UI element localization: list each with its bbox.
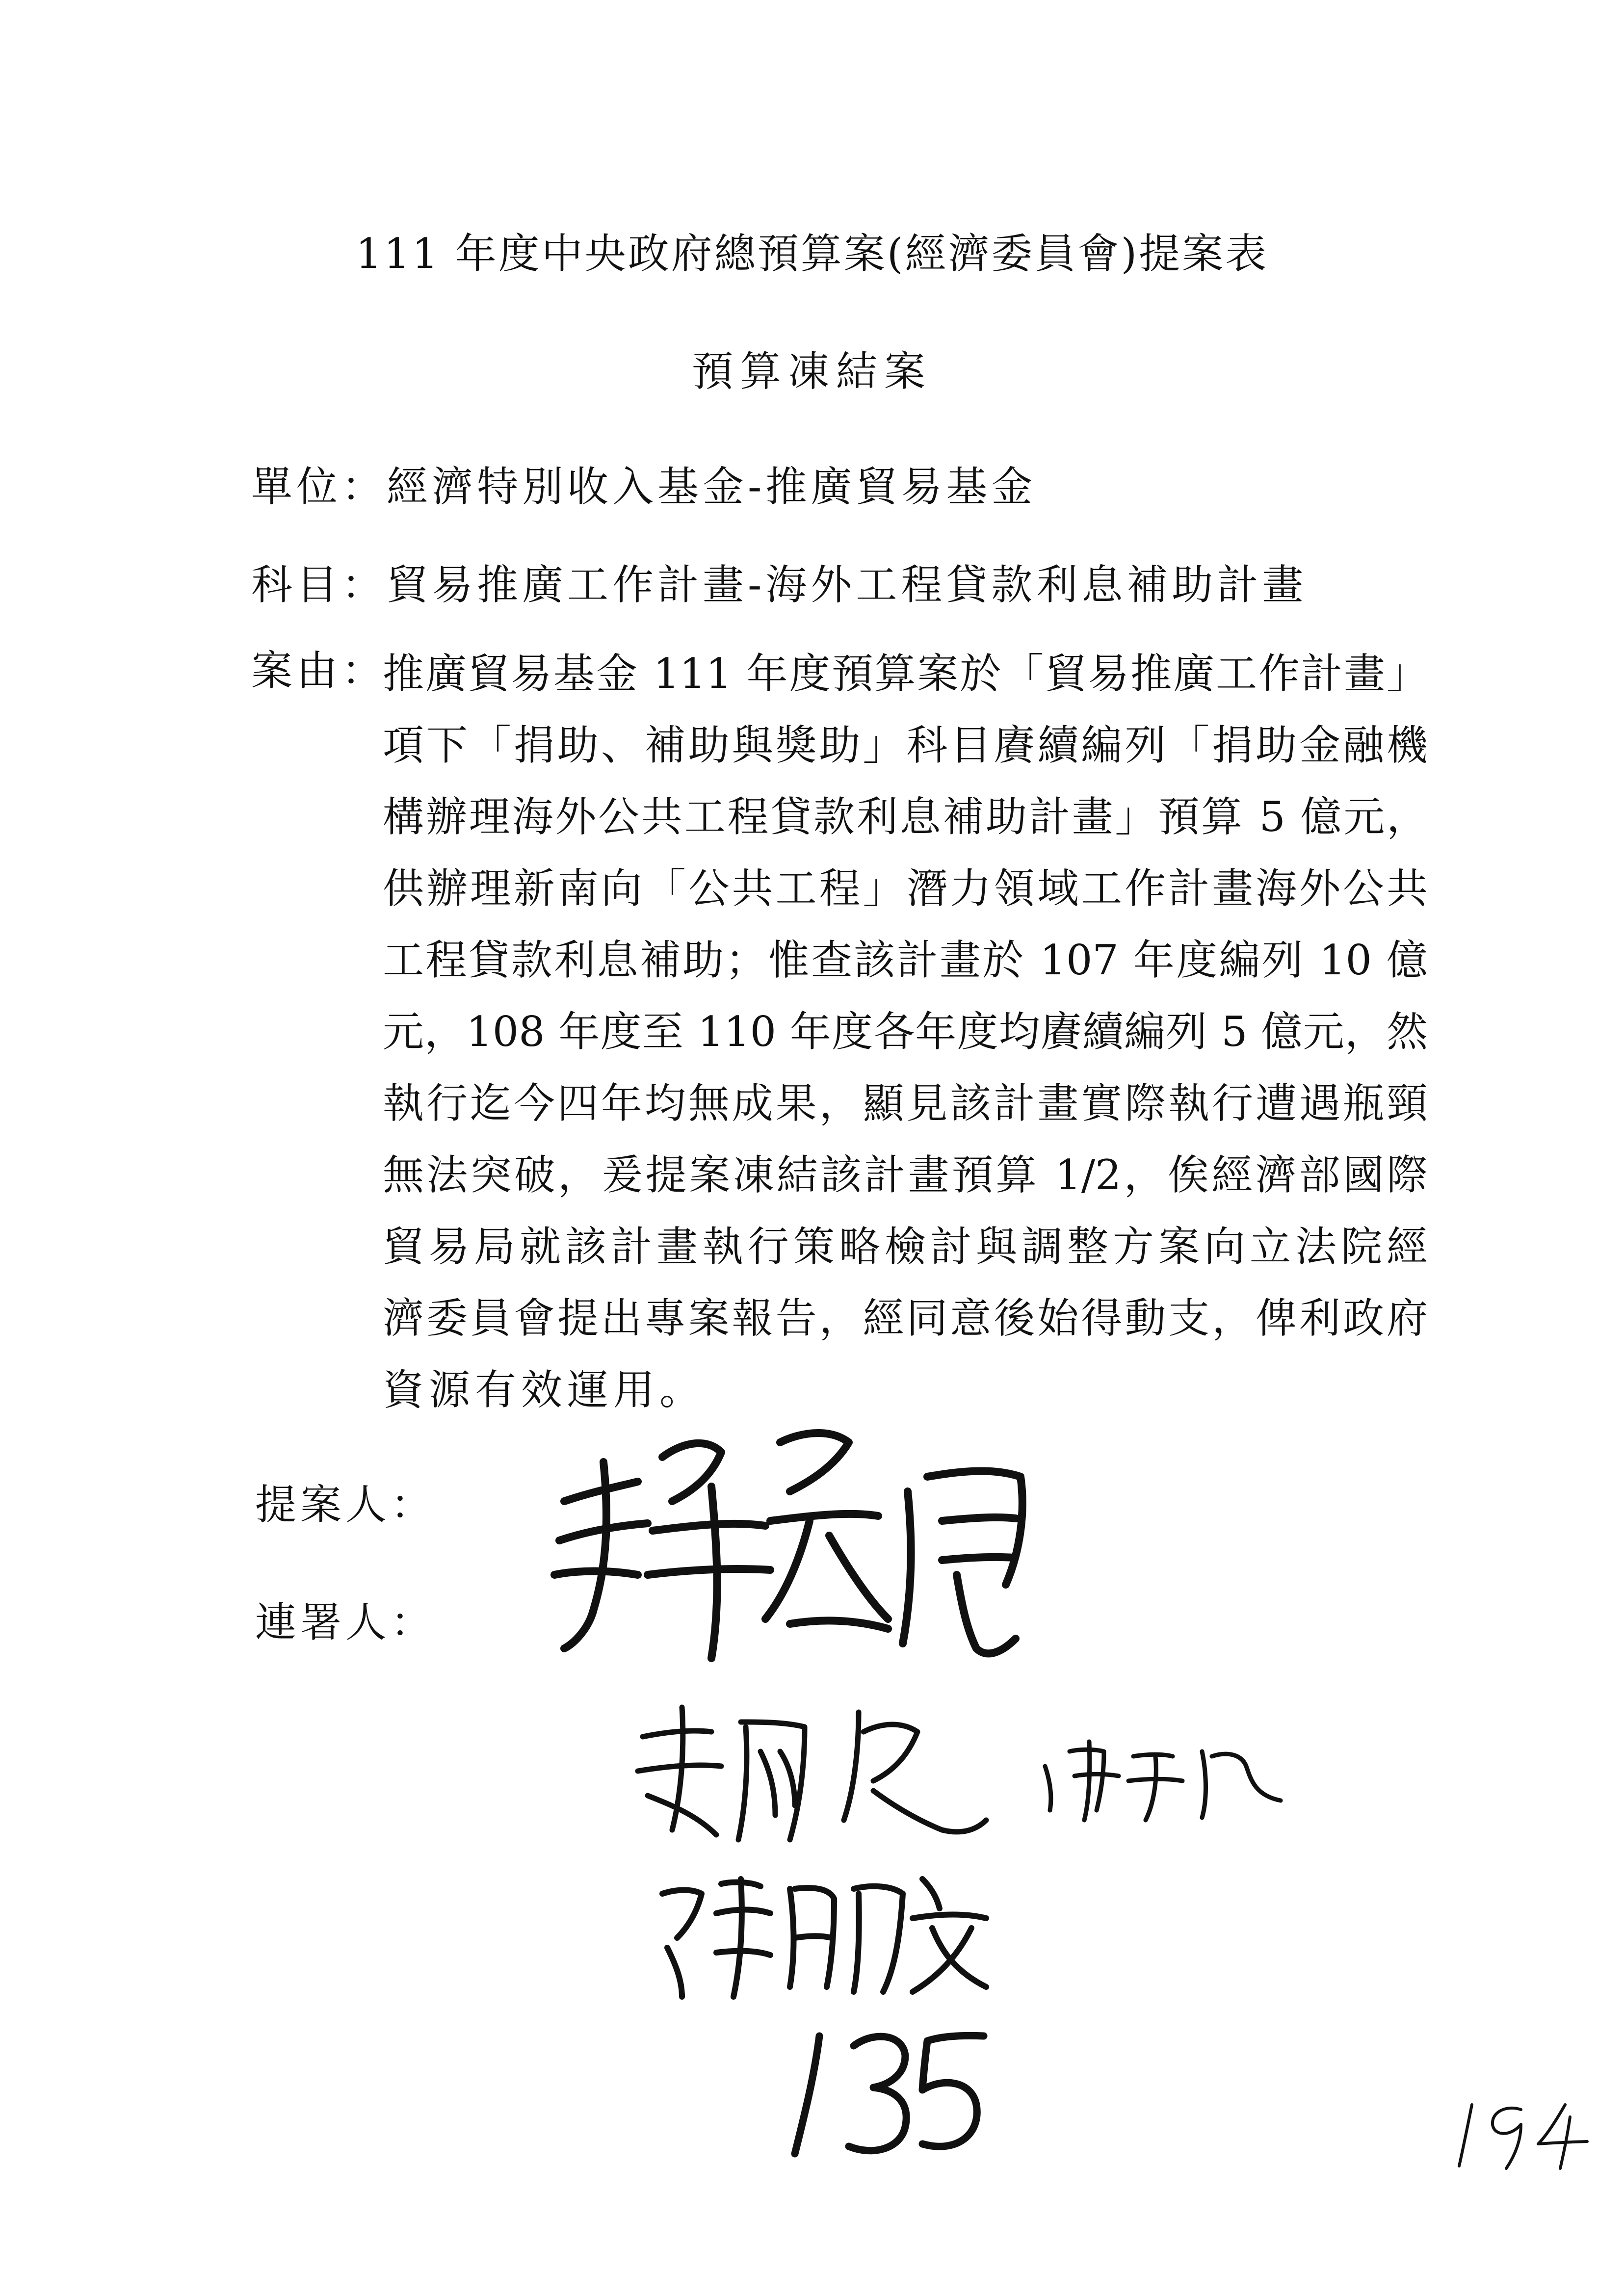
reason-label: 案由： <box>251 647 387 695</box>
reason-line: 推廣貿易基金 111 年度預算案於「貿易推廣工作計畫」 <box>383 650 1428 698</box>
reason-line: 貿易局就該計畫執行策略檢討與調整方案向立法院經 <box>383 1223 1428 1271</box>
cosigner-signature <box>1035 1727 1290 1825</box>
reason-line: 工程貸款利息補助；惟查該計畫於 107 年度編列 10 億 <box>383 936 1428 984</box>
reason-line: 執行迄今四年均無成果，顯見該計畫實際執行遭遇瓶頸 <box>383 1079 1428 1127</box>
reason-line: 供辦理新南向「公共工程」潛力領域工作計畫海外公共 <box>383 864 1428 913</box>
reason-line: 資源有效運用。 <box>383 1366 706 1414</box>
subject-label: 科目： <box>251 561 387 609</box>
proposer-label: 提案人： <box>255 1481 436 1529</box>
subject-value: 貿易推廣工作計畫-海外工程貸款利息補助計畫 <box>387 561 1308 609</box>
unit-value: 經濟特別收入基金-推廣貿易基金 <box>387 463 1037 511</box>
proposer-signature <box>535 1413 1055 1688</box>
handwritten-page-number <box>1447 2095 1595 2173</box>
unit-field <box>251 454 1036 513</box>
document-title: 111 年度中央政府總預算案(經濟委員會)提案表 <box>355 230 1269 278</box>
unit-label: 單位： <box>251 463 387 511</box>
subject-field <box>251 552 1307 611</box>
reason-line: 無法突破，爰提案凍結該計畫預算 1/2，俟經濟部國際 <box>383 1151 1428 1199</box>
cosigner-signature <box>648 1859 991 2007</box>
document-subtitle: 預算凍結案 <box>691 347 932 395</box>
cosigner-signature <box>628 1693 1001 1854</box>
cosigner-label: 連署人： <box>255 1598 436 1646</box>
handwritten-page-number <box>780 2021 996 2164</box>
reason-line: 項下「捐助、補助與獎助」科目賡續編列「捐助金融機 <box>383 721 1428 769</box>
reason-line: 元，108 年度至 110 年度各年度均賡續編列 5 億元，然 <box>383 1008 1428 1056</box>
reason-line: 構辦理海外公共工程貸款利息補助計畫」預算 5 億元， <box>383 793 1428 841</box>
reason-line: 濟委員會提出專案報告，經同意後始得動支，俾利政府 <box>383 1294 1428 1342</box>
reason-text <box>383 638 1428 1426</box>
